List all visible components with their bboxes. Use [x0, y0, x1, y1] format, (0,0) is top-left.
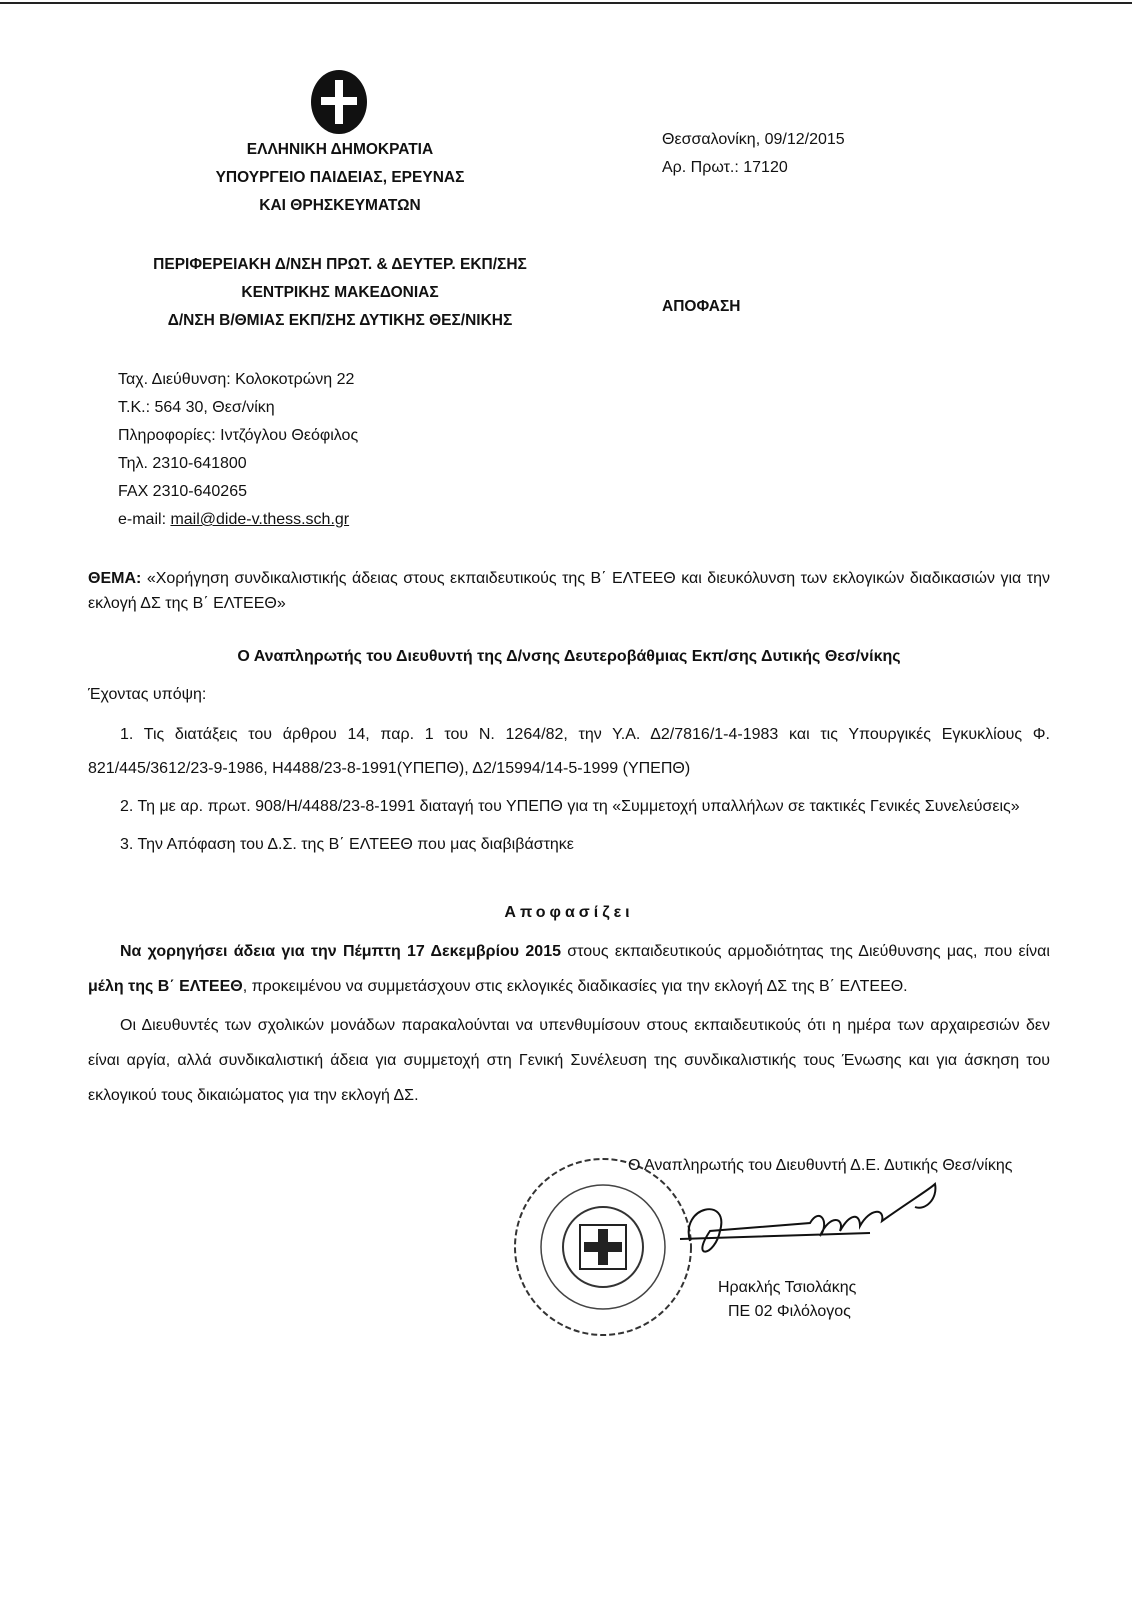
address-email-row: [118, 506, 358, 534]
address-block: [118, 366, 358, 534]
date-block: [662, 126, 845, 182]
address-street: Ταχ. Διεύθυνση: Κολοκοτρώνη 22: [118, 371, 355, 388]
decision-bold-date: Να χορηγήσει άδεια για την Πέμπτη 17 Δεκεμβρίου 2015: [120, 943, 561, 960]
address-fax: FAX 2310-640265: [118, 483, 247, 500]
decides-heading: Αποφασίζει: [504, 904, 634, 921]
reminder-paragraph: Οι Διευθυντές των σχολικών μονάδων παρακαλούνται να υπενθυμίσουν στους εκπαιδευτικούς ότι η ημέρα των αρχαιρεσιών δεν είναι αργία, αλλά συνδικαλιστική άδεια για συμμετοχή στη Γενική Συνέλευση της συνδικαλιστικής τους Ένωσης και για άσκηση του εκλογικού τους δικαιώματος για την εκλογή ΔΣ.: [88, 1017, 1050, 1104]
address-info: Πληροφορίες: Ιντζόγλου Θεόφιλος: [118, 427, 359, 444]
header-line: ΕΛΛΗΝΙΚΗ ΔΗΜΟΚΡΑΤΙΑ: [246, 141, 434, 158]
signature-title: Ο Αναπληρωτής του Διευθυντή Δ.Ε. Δυτικής Θεσ/νίκης: [628, 1157, 1013, 1174]
department-header: [100, 251, 580, 335]
subject-text: «Χορήγηση συνδικαλιστικής άδειας στους εκπαιδευτικούς της Β΄ ΕΛΤΕΕΘ και διευκόλυνση των εκλογικών διαδικασιών για την εκλογή ΔΣ της Β΄ ΕΛΤΕΕΘ»: [88, 570, 1050, 612]
email-label: e-mail:: [118, 511, 171, 528]
department-line: Δ/ΝΣΗ Β/ΘΜΙΑΣ ΕΚΠ/ΣΗΣ ΔΥΤΙΚΗΣ ΘΕΣ/ΝΙΚΗΣ: [167, 312, 513, 329]
date: Θεσσαλονίκη, 09/12/2015: [662, 131, 845, 148]
list-item: 3. Την Απόφαση του Δ.Σ. της Β΄ ΕΛΤΕΕΘ που μας διαβιβάστηκε: [120, 836, 574, 853]
ministry-header: [110, 136, 570, 220]
header-line: ΥΠΟΥΡΓΕΙΟ ΠΑΙΔΕΙΑΣ, ΕΡΕΥΝΑΣ: [215, 169, 465, 186]
department-line: ΚΕΝΤΡΙΚΗΣ ΜΑΚΕΔΟΝΙΑΣ: [241, 284, 439, 301]
considering-label: Έχοντας υπόψη:: [88, 686, 207, 703]
document-body: [88, 566, 1050, 1357]
signature-block: [88, 1157, 1050, 1357]
email-link[interactable]: mail@dide-v.thess.sch.gr: [170, 511, 350, 528]
issuer-heading: Ο Αναπληρωτής του Διευθυντή της Δ/νσης Δευτεροβάθμιας Εκπ/σης Δυτικής Θεσ/νίκης: [237, 648, 901, 665]
address-phone: Τηλ. 2310-641800: [118, 455, 247, 472]
top-border-line: [0, 2, 1132, 4]
handwritten-signature: [670, 1181, 1000, 1286]
header-line: ΚΑΙ ΘΡΗΣΚΕΥΜΑΤΩΝ: [259, 197, 421, 214]
decision-paragraph: [88, 934, 1050, 1004]
decision-text: , προκειμένου να συμμετάσχουν στις εκλογικές διαδικασίες για την εκλογή ΔΣ της Β΄ ΕΛΤΕΕΘ.: [242, 978, 908, 995]
subject: [88, 566, 1050, 616]
document-type: ΑΠΟΦΑΣΗ: [662, 298, 741, 315]
decision-bold-members: μέλη της Β΄ ΕΛΤΕΕΘ: [88, 978, 243, 995]
list-item: 1. Τις διατάξεις του άρθρου 14, παρ. 1 του Ν. 1264/82, την Υ.Α. Δ2/7816/1-4-1983 και τις Υπουργικές Εγκυκλίους Φ. 821/445/3612/23-9-1986, Η4488/23-8-1991(ΥΠΕΠΘ), Δ2/15994/14-5-1999 (ΥΠΕΠΘ): [88, 726, 1050, 777]
signatory-name: Ηρακλής Τσιολάκης: [718, 1279, 857, 1296]
greek-emblem-icon: [308, 68, 370, 141]
address-postal: Τ.Κ.: 564 30, Θεσ/νίκη: [118, 399, 275, 416]
decision-text: στους εκπαιδευτικούς αρμοδιότητας της Διεύθυνσης μας, που είναι: [560, 943, 1050, 960]
department-line: ΠΕΡΙΦΕΡΕΙΑΚΗ Δ/ΝΣΗ ΠΡΩΤ. & ΔΕΥΤΕΡ. ΕΚΠ/ΣΗΣ: [153, 256, 527, 273]
signatory-role: ΠΕ 02 Φιλόλογος: [728, 1303, 851, 1320]
list-item: 2. Τη με αρ. πρωτ. 908/Η/4488/23-8-1991 διαταγή του ΥΠΕΠΘ για τη «Συμμετοχή υπαλλήλων σε τακτικές Γενικές Συνελεύσεις»: [120, 798, 1020, 815]
protocol-number: Αρ. Πρωτ.: 17120: [662, 159, 788, 176]
subject-label: ΘΕΜΑ:: [88, 570, 142, 587]
